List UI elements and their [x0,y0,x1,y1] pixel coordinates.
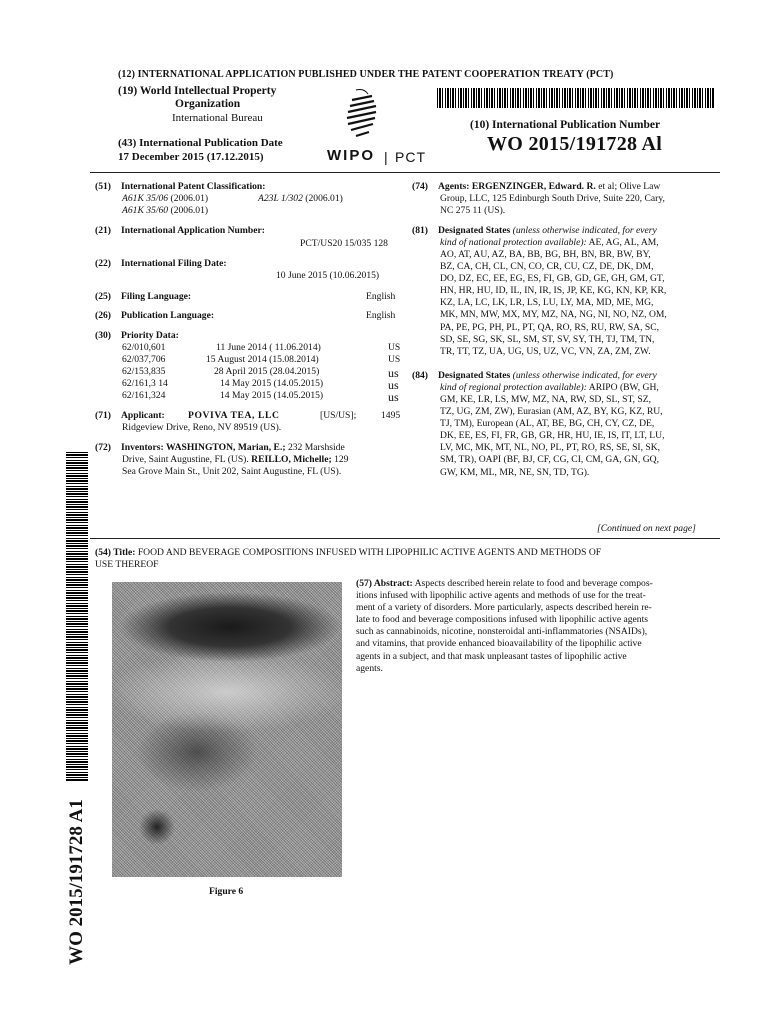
designated-regional-list: GM, KE, LR, LS, MW, MZ, NA, RW, SD, SL, ST, SZ, TZ, UG, ZM, ZW), Eurasian (AM, AZ, BY, KG, KZ, RU, TJ, TM), European (AL, AT, BE, BG, CH, CY, CZ, DE, DK, EE, ES, FI, FR, GB, GR, HR, HU, IE, IS, IT, LT, LU, LV, MC, MK, MT, NL, NO, PL, PT, RO, RS, SE, SI, SK, SM, TR), OAPI (BF, BJ, CF, CG, CI, CM, GA, GN, GQ, GW, KM, ML, MR, NE, SN, TD, TG). [440,394,665,478]
pub-number-label: (10) International Publication Number [470,119,661,131]
priority-row: 62/010,601 11 June 2014 ( 11.06.2014) US [122,342,401,353]
wipo-wordmark: WIPO [327,147,375,164]
ipc-row-1: A61K 35/06 (2006.01) [122,193,209,204]
designated-national-list: AO, AT, AU, AZ, BA, BB, BG, BH, BN, BR, BW, BY, BZ, CA, CH, CL, CN, CO, CR, CU, CZ, DE, DK, DM, DO, DZ, EC, EE, EG, ES, FI, GB, GD, GE, GH, GM, GT, HN, HR, HU, ID, IL, IN, IR, IS, JP, KE, KG, KN, KP, KR, KZ, LA, LC, LK, LR, LS, LU, LY, MA, MD, ME, MG, MK, MN, MW, MX, MY, MZ, NA, NG, NI, NO, NZ, OM, PA, PE, PG, PH, PL, PT, QA, RO, RS, RU, RW, SA, SC, SD, SE, SG, SK, SL, SM, ST, SV, SY, TH, TJ, TM, TN, TR, TT, TZ, UA, UG, US, UZ, VC, VN, ZA, ZM, ZW. [440,249,667,357]
figure-caption: Figure 6 [209,886,244,897]
priority-row: 62/161,324 14 May 2015 (14.05.2015) us [122,390,399,404]
mid-divider [90,538,720,539]
priority-row: 62/153,835 28 April 2015 (28.04.2015) us [122,366,399,380]
pub-number: WO 2015/191728 Al [487,133,663,155]
pct-wordmark: PCT [395,149,426,165]
abstract: (57) Abstract: Aspects described herein relate to food and beverage compos- itions infused with lipophilic active agents and methods of use for the treat- ment of a variety of disorders. More particularly, aspects described herein re- late to food and beverage compositions infused with lipophilic active agents such as cannabinoids, nicotine, nonsteroidal anti-inflammatories (NSAIDs), and vitamins, that provide enhanced bioavailability of the lipophilic active agents in a subject, and that mask unpleasant tastes of lipophilic active agents. [356,578,653,674]
designated-national-heading: (81) Designated States (unless otherwise indicated, for every [412,225,657,236]
priority-row: 62/037,706 15 August 2014 (15.08.2014) US [122,354,401,365]
applicant-country: [US/US]; [320,410,357,421]
title-line-1: (54) Title: FOOD AND BEVERAGE COMPOSITIONS INFUSED WITH LIPOPHILIC ACTIVE AGENTS AND METHODS OF [95,547,602,558]
filing-language-heading: (25) Filing Language: [95,291,192,302]
designated-regional-line: kind of regional protection available): ARIPO (BW, GH, [440,382,659,393]
applicant-section: (71) Applicant: [95,410,165,421]
filing-date-heading: (22) International Filing Date: [95,258,227,269]
org-line-1: (19) World Intellectual Property [118,85,277,97]
app-number: PCT/US20 15/035 128 [300,238,388,249]
designated-national-line: kind of national protection available): AE, AG, AL, AM, [440,237,659,248]
ipc-section: (51) International Patent Classification: [95,181,266,192]
side-barcode [66,452,88,782]
priority-row: 62/161,3 14 14 May 2015 (14.05.2015) us [122,378,399,392]
designated-regional-heading: (84) Designated States (unless otherwise indicated, for every [412,370,657,381]
continued-note: [Continued on next page] [597,523,696,534]
inventors-section: (72) Inventors: WASHINGTON, Marian, E.; 232 Marshside [95,442,345,453]
publication-language: English [366,310,396,321]
applicant-name: POVIVA TEA, LLC [188,410,280,421]
filing-language: English [366,291,396,302]
priority-heading: (30) Priority Data: [95,330,179,341]
pub-date: 17 December 2015 (17.12.2015) [118,151,264,163]
ipc-row-3: A61K 35/60 (2006.01) [122,205,209,216]
wipo-globe-logo [342,86,382,144]
title-line-2: USE THEREOF [95,559,159,570]
top-barcode [437,88,715,108]
agents-address-1: Group, LLC, 125 Edinburgh South Drive, Suite 220, Cary, [440,193,665,204]
applicant-address-number: 1495 [381,410,401,421]
pct-divider: | [384,149,388,165]
ipc-row-2: A23L 1/302 (2006.01) [258,193,343,204]
bureau-label: International Bureau [172,112,263,124]
side-publication-number: WO 2015/191728 A1 [66,799,87,965]
app-number-heading: (21) International Application Number: [95,225,265,236]
agents-section: (74) Agents: ERGENZINGER, Edward. R. et al; Olive Law [412,181,661,192]
header-divider [90,172,720,173]
figure-image [112,582,342,877]
agents-address-2: NC 275 11 (US). [440,205,506,216]
inventor-line-2: Drive, Saint Augustine, FL (US). REILLO, Michelle; 129 [122,454,349,465]
applicant-address: Ridgeview Drive, Reno, NV 89519 (US). [122,422,282,433]
inventor-line-3: Sea Grove Main St., Unit 202, Saint Augustine, FL (US). [122,466,342,477]
pub-date-label: (43) International Publication Date [118,137,283,149]
treaty-heading: (12) INTERNATIONAL APPLICATION PUBLISHED UNDER THE PATENT COOPERATION TREATY (PCT) [118,69,614,80]
publication-language-heading: (26) Publication Language: [95,310,215,321]
filing-date: 10 June 2015 (10.06.2015) [276,270,380,281]
org-line-2: Organization [175,98,241,110]
